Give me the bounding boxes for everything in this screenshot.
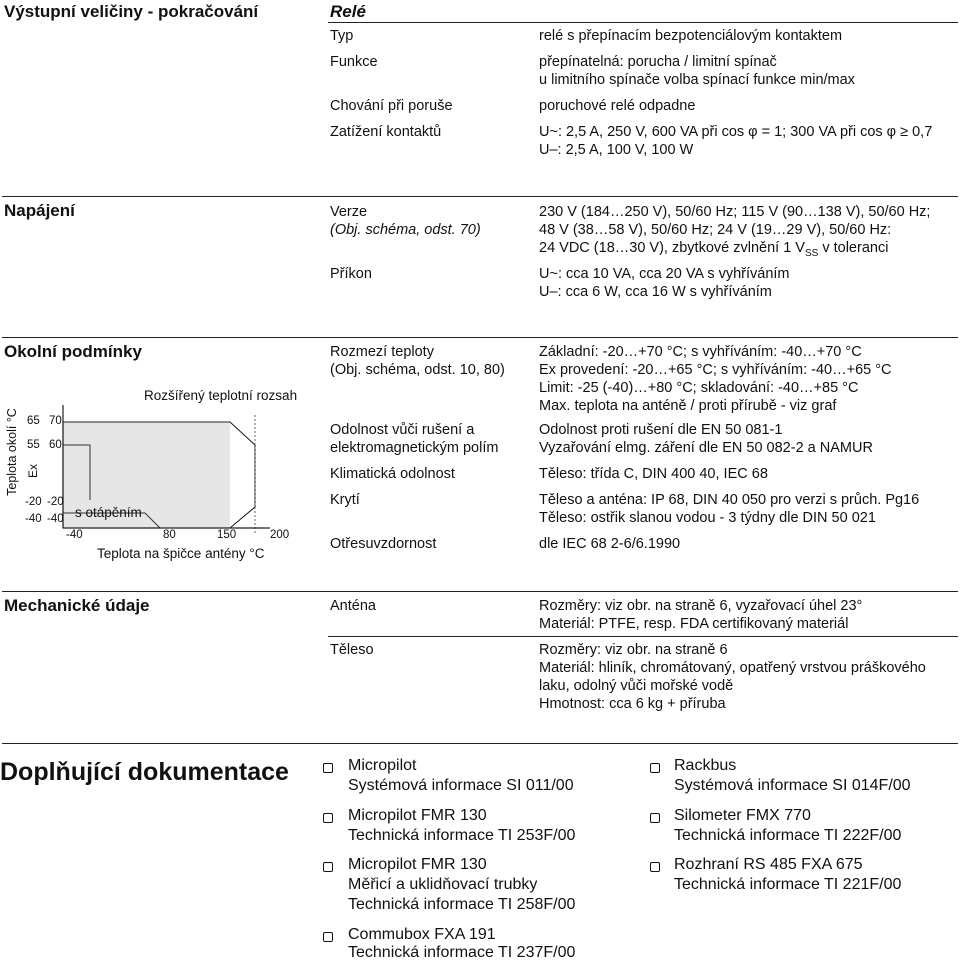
napajeni-verze-label: Verze [330,204,368,220]
temperature-range-graph [0,385,300,565]
napajeni-verze-value-2: 48 V (38…58 V), 50/60 Hz; 24 V (19…29 V), 50/60 Hz: [539,222,892,238]
okolni-rule [2,337,958,338]
doc-left-3-line-2: Měřicí a uklidňovací trubky [348,876,538,893]
doc-left-4-line-1: Commubox FXA 191 [348,926,496,943]
rele-rule [328,22,958,23]
doc-rule [2,743,958,744]
okolni-odolnost-label-1: Odolnost vůči rušení a [330,422,475,438]
mechanicke-antena-label: Anténa [330,598,376,614]
okolni-odolnost-value-2: Vyzařování elmg. záření dle EN 50 082-2 a NAMUR [539,440,873,456]
rele-zatizeni-value-1: U~: 2,5 A, 250 V, 600 VA při cos φ = 1; 300 VA při cos φ ≥ 0,7 [539,124,933,140]
doc-right-3-line-2: Technická informace TI 221F/00 [674,876,902,893]
doc-right-1-line-2: Systémová informace SI 014F/00 [674,777,911,794]
mechanicke-teleso-value-1: Rozměry: viz obr. na straně 6 [539,642,728,658]
napajeni-verze-value-3 [539,238,888,264]
okolni-odolnost-label-2: elektromagnetickým polím [330,440,499,456]
graph-heated-label: s otápěním [75,505,142,520]
napajeni-prikon-value-2: U–: cca 6 W, cca 16 W s vyhříváním [539,284,772,300]
okolni-otres-label: Otřesuvzdornost [330,536,437,552]
doc-left-3-line-3: Technická informace TI 258F/00 [348,896,576,913]
graph-y-tick-neg40-outer: -40 [25,513,42,525]
okolni-rozmezi-value-2: Ex provedení: -20…+65 °C; s vyhříváním: -40…+65 °C [539,362,892,378]
mechanicke-teleso-value-3: laku, odolný vůči mořské vodě [539,678,734,694]
okolni-rozmezi-value-4: Max. teplota na anténě / proti přírubě - viz graf [539,398,837,414]
okolni-rozmezi-label-2: (Obj. schéma, odst. 10, 80) [330,362,505,378]
napajeni-section-title: Napájení [4,201,75,220]
mechanicke-section-title: Mechanické údaje [4,596,150,615]
okolni-klima-value: Těleso: třída C, DIN 400 40, IEC 68 [539,466,768,482]
napajeni-verze-value-3-text: 24 VDC (18…30 V), zbytkové zvlnění 1 V [539,240,805,256]
rele-zatizeni-label: Zatížení kontaktů [330,124,442,140]
graph-y-tick-55: 55 [27,439,40,451]
mechanicke-row-rule [328,636,958,637]
graph-y-tick-neg40-inner: -40 [47,513,64,525]
rele-typ-value: relé s přepínacím bezpotenciálovým kontaktem [539,28,843,44]
doc-right-bullet-2 [650,813,660,823]
napajeni-verze-value-3-sub: SS [804,247,819,259]
napajeni-prikon-label: Příkon [330,266,372,282]
doc-right-2-line-2: Technická informace TI 222F/00 [674,827,902,844]
okolni-section-title: Okolní podmínky [4,342,142,361]
okolni-rozmezi-label-1: Rozmezí teploty [330,344,434,360]
doc-right-2-line-1: Silometer FMX 770 [674,807,811,824]
graph-title: Rozšířený teplotní rozsah [144,388,298,403]
rele-porucha-label: Chování při poruše [330,98,453,114]
graph-x-tick-80: 80 [163,529,176,541]
napajeni-rule [2,196,958,197]
rele-funkce-value-1: přepínatelná: porucha / limitní spínač [539,54,777,70]
graph-y-tick-65: 65 [27,415,40,427]
mechanicke-teleso-value-4: Hmotnost: cca 6 kg + příruba [539,696,726,712]
doc-left-1-line-2: Systémová informace SI 011/00 [348,777,574,794]
rele-typ-label: Typ [330,28,354,44]
napajeni-verze-value-3-post: v toleranci [818,240,889,256]
doc-left-3-line-1: Micropilot FMR 130 [348,856,487,873]
graph-y-tick-70: 70 [49,415,62,427]
graph-x-tick-200: 200 [270,529,290,541]
rele-sub-title: Relé [330,2,366,21]
rele-funkce-label: Funkce [330,54,378,70]
mechanicke-teleso-value-2: Materiál: hliník, chromátovaný, opatřený vrstvou práškového [539,660,926,676]
mechanicke-antena-value-2: Materiál: PTFE, resp. FDA certifikovaný materiál [539,616,849,632]
napajeni-verze-value-1: 230 V (184…250 V), 50/60 Hz; 115 V (90…138 V), 50/60 Hz; [539,204,931,220]
rele-funkce-value-2: u limitního spínače volba spínací funkce min/max [539,72,855,88]
graph-y-tick-neg20-inner: -20 [47,496,64,508]
okolni-klima-label: Klimatická odolnost [330,466,455,482]
doc-left-2-line-1: Micropilot FMR 130 [348,807,487,824]
rele-section-title: Výstupní veličiny - pokračování [4,2,259,21]
rele-porucha-value: poruchové relé odpadne [539,98,696,114]
okolni-rozmezi-value-1: Základní: -20…+70 °C; s vyhříváním: -40…+70 °C [539,344,862,360]
napajeni-verze-sub: (Obj. schéma, odst. 70) [330,222,481,238]
okolni-kryti-value-2: Těleso: ostřik slanou vodou - 3 týdny dle DIN 50 021 [539,510,876,526]
graph-x-axis-label: Teplota na špičce antény °C [97,546,265,561]
doc-right-3-line-1: Rozhraní RS 485 FXA 675 [674,856,863,873]
mechanicke-teleso-label: Těleso [330,642,374,658]
okolni-rozmezi-value-3: Limit: -25 (-40)…+80 °C; skladování: -40…+85 °C [539,380,859,396]
graph-x-tick-neg40: -40 [66,529,83,541]
okolni-kryti-label: Krytí [330,492,360,508]
doc-left-bullet-3 [323,862,333,872]
doc-left-bullet-1 [323,763,333,773]
rele-zatizeni-value-2: U–: 2,5 A, 100 V, 100 W [539,142,694,158]
okolni-kryti-value-1: Těleso a anténa: IP 68, DIN 40 050 pro verzi s průch. Pg16 [539,492,920,508]
graph-x-tick-150: 150 [217,529,237,541]
mechanicke-antena-value-1: Rozměry: viz obr. na straně 6, vyzařovací úhel 23° [539,598,863,614]
doc-left-bullet-2 [323,813,333,823]
doc-left-2-line-2: Technická informace TI 253F/00 [348,827,576,844]
graph-y-axis-label: Teplota okolí °C [5,408,19,496]
doc-right-bullet-3 [650,862,660,872]
doc-left-1-line-1: Micropilot [348,757,417,774]
okolni-odolnost-value-1: Odolnost proti rušení dle EN 50 081-1 [539,422,783,438]
doc-section-title: Doplňující dokumentace [0,758,289,786]
doc-left-bullet-4 [323,932,333,942]
graph-y-tick-neg20-outer: -20 [25,496,42,508]
mechanicke-rule [2,591,958,592]
graph-ex-label: Ex [26,463,41,479]
doc-right-bullet-1 [650,763,660,773]
napajeni-prikon-value-1: U~: cca 10 VA, cca 20 VA s vyhříváním [539,266,790,282]
graph-y-tick-60: 60 [49,439,62,451]
doc-right-1-line-1: Rackbus [674,757,737,774]
doc-left-4-line-2: Technická informace TI 237F/00 [348,944,576,961]
okolni-otres-value: dle IEC 68 2-6/6.1990 [539,536,681,552]
